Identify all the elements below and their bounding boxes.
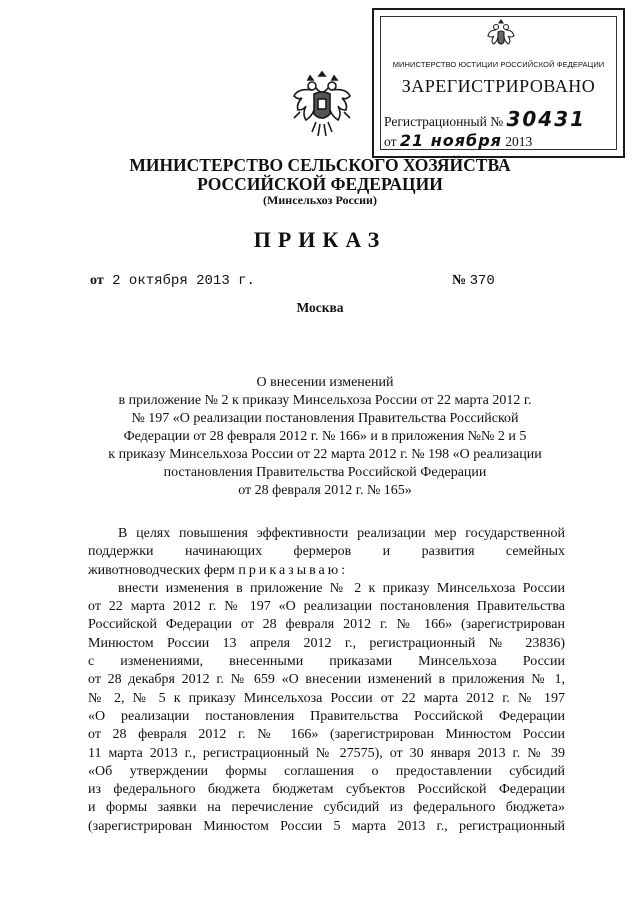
- body-line: от 22 марта 2012 г. № 197 «О реализации постановления Правительства: [88, 599, 565, 615]
- subject-line: к приказу Минсельхоза России от 22 марта 2012 г. № 198 «О реализации: [108, 447, 542, 462]
- stamp-emblem-icon: [486, 18, 516, 52]
- subject-line: в приложение № 2 к приказу Минсельхоза России от 22 марта 2012 г.: [118, 393, 532, 408]
- ministry-title: [0, 156, 640, 194]
- body-line: из федерального бюджета бюджетам субъектов Российской Федерации: [88, 782, 565, 798]
- body-line-order: [88, 562, 565, 580]
- registration-stamp: [372, 8, 625, 158]
- order-number: [452, 273, 495, 289]
- body-line: «Об утверждении формы соглашения о предоставлении субсидий: [88, 763, 565, 779]
- body-line: поддержки начинающих фермеров и развития семейных: [88, 544, 565, 560]
- stamp-registration-line: [384, 107, 586, 131]
- stamp-date-year: 2013: [505, 134, 533, 149]
- order-date-label: от: [90, 273, 104, 288]
- body-line: Российской Федерации от 28 февраля 2012 г. № 166» (зарегистрирован: [88, 617, 565, 633]
- ministry-title-line-2: РОССИЙСКОЙ ФЕДЕРАЦИИ: [197, 174, 443, 194]
- order-number-value: 370: [469, 273, 495, 289]
- stamp-reg-number: 30431: [506, 107, 587, 131]
- order-subject: [85, 374, 565, 500]
- body-line: (зарегистрирован Минюстом России 5 марта 2013 г., регистрационный: [88, 818, 565, 834]
- order-date-value: 2 октября 2013 г.: [112, 273, 255, 289]
- stamp-registered-text: ЗАРЕГИСТРИРОВАНО: [401, 76, 596, 96]
- body-line: от 28 декабря 2012 г. № 659 «О внесении изменений в приложения № 1,: [88, 672, 565, 688]
- order-word: приказываю:: [238, 562, 349, 578]
- order-title: ПРИКАЗ: [253, 227, 387, 252]
- stamp-reg-label: Регистрационный №: [384, 114, 504, 129]
- body-line-start: животноводческих ферм: [88, 562, 235, 578]
- subject-line: постановления Правительства Российской Федерации: [163, 465, 487, 480]
- order-city: Москва: [296, 300, 344, 315]
- subject-line: Федерации от 28 февраля 2012 г. № 166» и в приложения №№ 2 и 5: [123, 429, 527, 444]
- body-line: с изменениями, внесенными приказами Минсельхоза России: [88, 654, 565, 670]
- body-line: № 2, № 5 к приказу Минсельхоза России от 22 марта 2012 г. № 197: [88, 690, 565, 706]
- body-line: В целях повышения эффективности реализации мер государственной: [118, 526, 565, 541]
- stamp-date-prefix: от: [384, 134, 397, 149]
- subject-line: от 28 февраля 2012 г. № 165»: [238, 483, 412, 498]
- body-line: Минюстом России 13 апреля 2012 г., регистрационный № 23836): [88, 635, 565, 651]
- body-line: и формы заявки на перечисление субсидий из федерального бюджета»: [88, 800, 565, 816]
- body-line: 11 марта 2013 г., регистрационный № 27575), от 30 января 2013 г. № 39: [88, 745, 565, 761]
- order-number-label: №: [452, 273, 467, 288]
- stamp-date-line: [384, 131, 532, 150]
- stamp-date-handwritten: 21 ноября: [399, 131, 502, 150]
- subject-line: № 197 «О реализации постановления Правительства Российской: [131, 411, 519, 426]
- subject-line: О внесении изменений: [256, 375, 394, 390]
- state-emblem-icon: [290, 66, 354, 140]
- body-line: внести изменения в приложение № 2 к приказу Минсельхоза России: [118, 580, 565, 596]
- stamp-ministry-text: МИНИСТЕРСТВО ЮСТИЦИИ РОССИЙСКОЙ ФЕДЕРАЦИИ: [392, 60, 605, 69]
- ministry-short-name: (Минсельхоз России): [263, 193, 377, 207]
- body-line: от 28 февраля 2012 г. № 166» (зарегистрирован Минюстом России: [88, 727, 565, 743]
- order-body: [88, 525, 565, 836]
- body-line: «О реализации постановления Правительства Российской Федерации: [88, 708, 565, 724]
- order-date: [90, 273, 255, 289]
- ministry-title-line-1: МИНИСТЕРСТВО СЕЛЬСКОГО ХОЗЯЙСТВА: [129, 155, 511, 175]
